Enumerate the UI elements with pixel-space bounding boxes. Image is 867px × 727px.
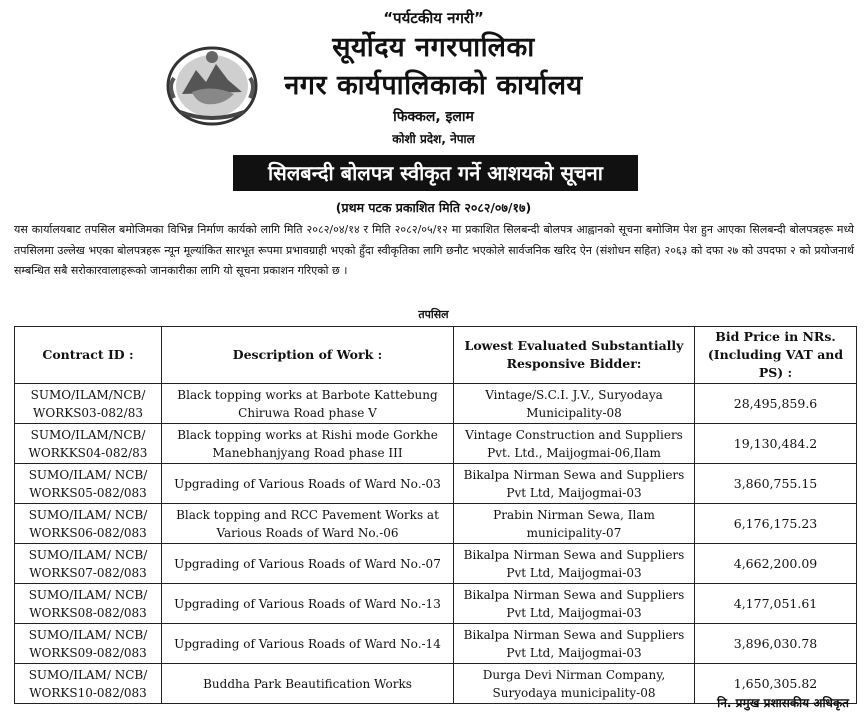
notice-title-banner: सिलबन्दी बोलपत्र स्वीकृत गर्ने आशयको सूचना xyxy=(233,155,638,191)
contract-id: SUMO/ILAM/ NCB/ WORKS06-082/083 xyxy=(15,504,162,544)
bidder: Vintage Construction and Suppliers Pvt. Ltd., Maijogmai-06,Ilam xyxy=(454,424,695,464)
address-line-1: फिक्कल, इलाम xyxy=(393,109,474,125)
bid-price: 4,662,200.09 xyxy=(695,544,857,584)
header-contract-id: Contract ID : xyxy=(15,327,162,384)
work-description: Upgrading of Various Roads of Ward No.-14 xyxy=(162,624,454,664)
work-description: Upgrading of Various Roads of Ward No.-03 xyxy=(162,464,454,504)
contract-id: SUMO/ILAM/ NCB/ WORKS10-082/083 xyxy=(15,664,162,704)
bid-price: 1,650,305.82 xyxy=(695,664,857,704)
bidder: Bikalpa Nirman Sewa and Suppliers Pvt Ltd, Maijogmai-03 xyxy=(454,624,695,664)
municipality-name: सूर्योदय नगरपालिका xyxy=(332,32,535,63)
table-row xyxy=(15,624,857,664)
bid-price: 19,130,484.2 xyxy=(695,424,857,464)
bidder: Durga Devi Nirman Company, Suryodaya municipality-08 xyxy=(454,664,695,704)
schedule-label: तपसिल xyxy=(418,308,449,321)
table-row xyxy=(15,544,857,584)
bid-price: 4,177,051.61 xyxy=(695,584,857,624)
table-row xyxy=(15,384,857,424)
bidder: Bikalpa Nirman Sewa and Suppliers Pvt Ltd, Maijogmai-03 xyxy=(454,584,695,624)
header-description: Description of Work : xyxy=(162,327,454,384)
bid-table xyxy=(14,326,857,704)
bid-price: 3,896,030.78 xyxy=(695,624,857,664)
contract-id: SUMO/ILAM/NCB/ WORKS03-082/83 xyxy=(15,384,162,424)
work-description: Upgrading of Various Roads of Ward No.-13 xyxy=(162,584,454,624)
table-row xyxy=(15,584,857,624)
work-description: Black topping and RCC Pavement Works at Various Roads of Ward No.-06 xyxy=(162,504,454,544)
tagline: “पर्यटकीय नगरी” xyxy=(383,9,484,27)
header-bid-price: Bid Price in NRs. (Including VAT and PS) : xyxy=(695,327,857,384)
contract-id: SUMO/ILAM/ NCB/ WORKS07-082/083 xyxy=(15,544,162,584)
signature-title: नि. प्रमुख प्रशासकीय अधिकृत xyxy=(717,696,849,710)
work-description: Upgrading of Various Roads of Ward No.-07 xyxy=(162,544,454,584)
table-row xyxy=(15,504,857,544)
work-description: Black topping works at Barbote Kattebung Chiruwa Road phase V xyxy=(162,384,454,424)
bidder: Bikalpa Nirman Sewa and Suppliers Pvt Ltd, Maijogmai-03 xyxy=(454,544,695,584)
table-header-row xyxy=(15,327,857,384)
work-description: Black topping works at Rishi mode Gorkhe Manebhanjyang Road phase III xyxy=(162,424,454,464)
bidder: Vintage/S.C.I. J.V., Suryodaya Municipality-08 xyxy=(454,384,695,424)
bid-price: 28,495,859.6 xyxy=(695,384,857,424)
table-row xyxy=(15,424,857,464)
contract-id: SUMO/ILAM/ NCB/ WORKS08-082/083 xyxy=(15,584,162,624)
office-name: नगर कार्यपालिकाको कार्यालय xyxy=(284,70,583,101)
header-bidder: Lowest Evaluated Substantially Responsive Bidder: xyxy=(454,327,695,384)
contract-id: SUMO/ILAM/ NCB/ WORKS09-082/083 xyxy=(15,624,162,664)
notice-body: यस कार्यालयबाट तपसिल बमोजिमका विभिन्न निर्माण कार्यको लागि मिति २०८२/०४/१४ र मिति २०८२/०५/१२ मा प्रकाशित सिलबन्दी बोलपत्र आह्वानको सूचना बमोजिम पेश हुन आएका सिलबन्दी बोलपत्रहरू मध्ये तपसिलमा उल्लेख भएका बोलपत्रहरू न्यून मूल्यांकित सारभूत रूपमा प्रभावग्राही भएको हुँदा स्वीकृतिका लागि छनौट भएकोले सार्वजनिक खरिद ऐन (संशोधन सहित) २०६३ को दफा २७ को उपदफा २ को प्रयोजनार्थ सम्बन्धित सबै सरोकारवालाहरूको जानकारीका लागि यो सूचना प्रकाशन गरिएको छ । xyxy=(14,223,854,277)
contract-id: SUMO/ILAM/ NCB/ WORKS05-082/083 xyxy=(15,464,162,504)
bid-price: 6,176,175.23 xyxy=(695,504,857,544)
table-row xyxy=(15,464,857,504)
bid-price: 3,860,755.15 xyxy=(695,464,857,504)
contract-id: SUMO/ILAM/NCB/ WORKKS04-082/83 xyxy=(15,424,162,464)
bidder: Prabin Nirman Sewa, Ilam municipality-07 xyxy=(454,504,695,544)
address-line-2: कोशी प्रदेश, नेपाल xyxy=(392,132,475,146)
bidder: Bikalpa Nirman Sewa and Suppliers Pvt Ltd, Maijogmai-03 xyxy=(454,464,695,504)
work-description: Buddha Park Beautification Works xyxy=(162,664,454,704)
first-published-date: (प्रथम पटक प्रकाशित मिति २०८२/०७/१७) xyxy=(335,200,532,215)
